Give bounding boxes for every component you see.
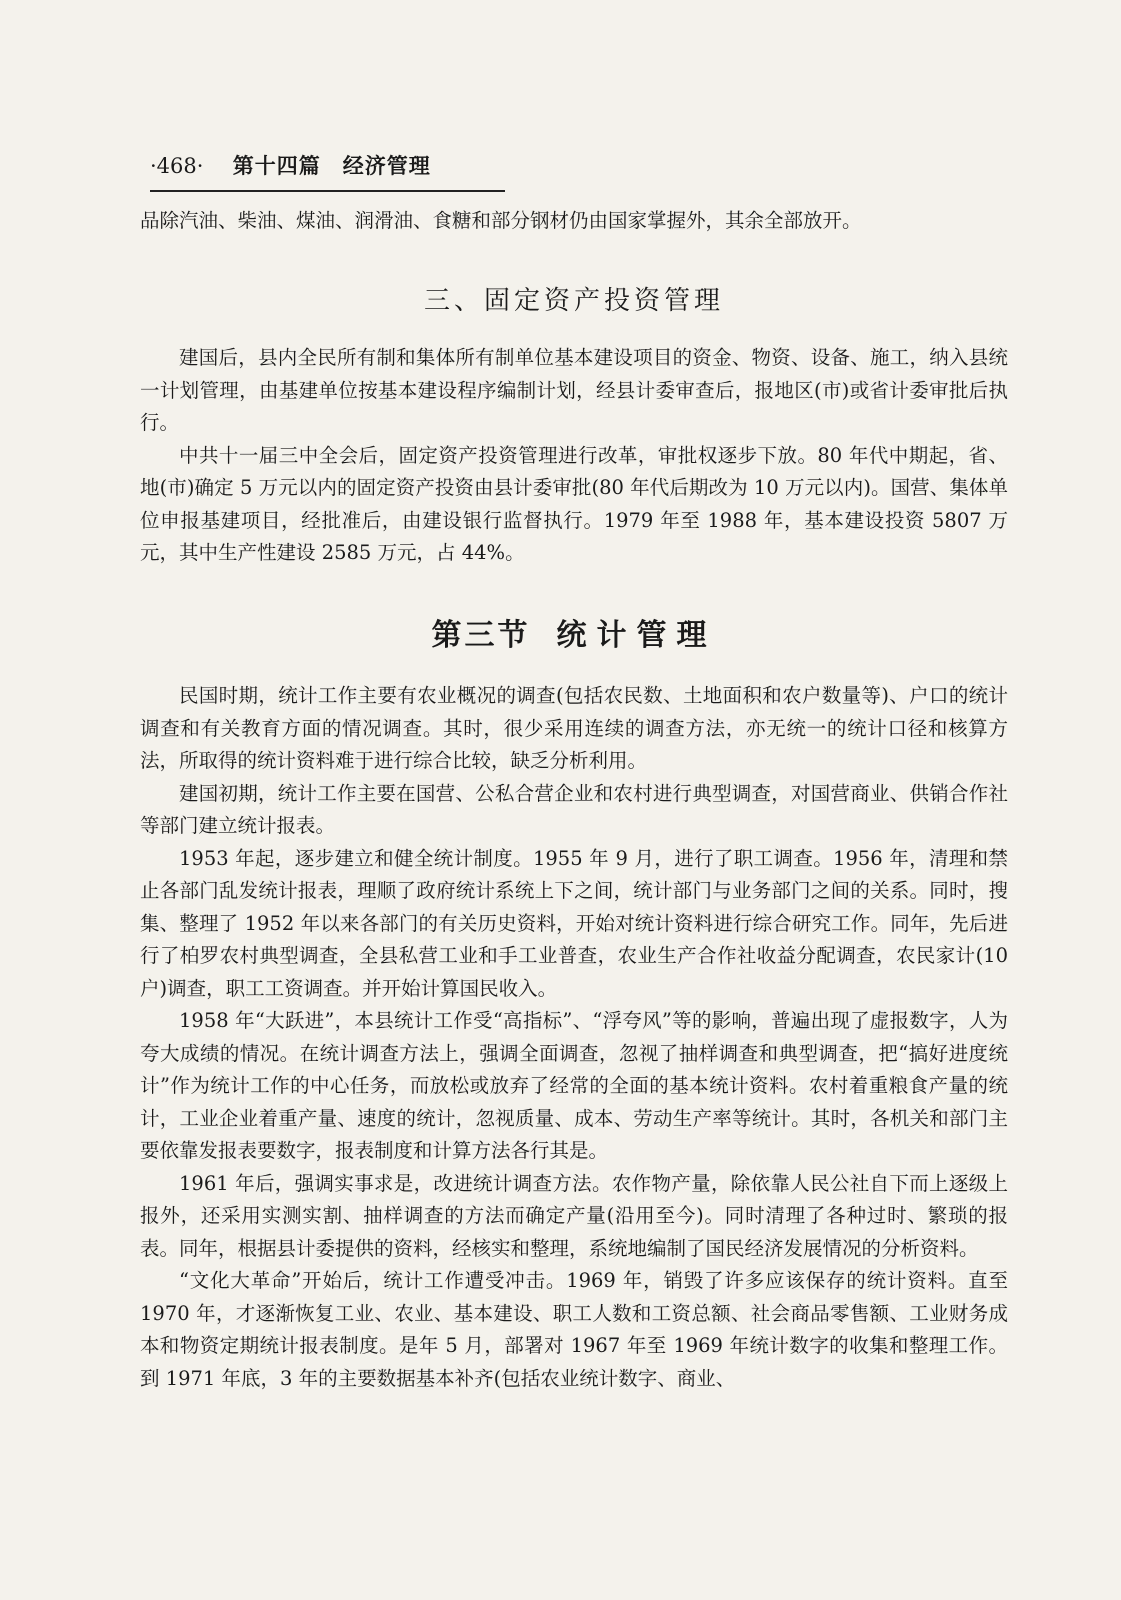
section-label: 第三节 [431, 618, 531, 653]
running-header [150, 150, 505, 192]
paragraph: 1953 年起，逐步建立和健全统计制度。1955 年 9 月，进行了职工调查。1956 年，清理和禁止各部门乱发统计报表，理顺了政府统计系统上下之间，统计部门与业务部门之间的关系。同时，搜集、整理了 1952 年以来各部门的有关历史资料，开始对统计资料进行综合研究工作。同年，先后进行了柏罗农村典型调查，全县私营工业和手工业普查，农业生产合作社收益分配调查，农民家计(10 户)调查，职工工资调查。并开始计算国民收入。 [140, 846, 1008, 1000]
subsection-title: 三、固定资产投资管理 [423, 286, 724, 316]
paragraph: 民国时期，统计工作主要有农业概况的调查(包括农民数、土地面积和农户数量等)、户口的统计调查和有关教育方面的情况调查。其时，很少采用连续的调查方法，亦无统一的统计口径和核算方法，所取得的统计资料难于进行综合比较，缺乏分析利用。 [140, 684, 1008, 772]
paragraph: 建国初期，统计工作主要在国营、公私合营企业和农村进行典型调查，对国营商业、供销合作社等部门建立统计报表。 [140, 781, 1008, 837]
paragraph: 1958 年“大跃进”，本县统计工作受“高指标”、“浮夸风”等的影响，普遍出现了虚报数字，人为夸大成绩的情况。在统计调查方法上，强调全面调查，忽视了抽样调查和典型调查，把“搞好进度统计”作为统计工作的中心任务，而放松或放弃了经常的全面的基本统计资料。农村着重粮食产量的统计，工业企业着重产量、速度的统计，忽视质量、成本、劳动生产率等统计。其时，各机关和部门主要依靠发报表要数字，报表制度和计算方法各行其是。 [140, 1009, 1008, 1162]
intro-paragraph: 品除汽油、柴油、煤油、润滑油、食糖和部分钢材仍由国家掌握外，其余全部放开。 [140, 209, 862, 232]
section-name: 统计管理 [556, 618, 717, 653]
section-title [140, 610, 1008, 654]
intro-text-block [140, 205, 1008, 238]
paragraph: “文化大革命”开始后，统计工作遭受冲击。1969 年，销毁了许多应该保存的统计资料。直至 1970 年，才逐渐恢复工业、农业、基本建设、职工人数和工资总额、社会商品零售额、工业财务成本和物资定期统计报表制度。是年 5 月，部署对 1967 年至 1969 年统计数字的收集和整理工作。到 1971 年底，3 年的主要数据基本补齐(包括农业统计数字、商业、 [140, 1269, 1008, 1390]
paragraph: 中共十一届三中全会后，固定资产投资管理进行改革，审批权逐步下放。80 年代中期起，省、地(市)确定 5 万元以内的固定资产投资由县计委审批(80 年代后期改为 10 万元以内)。国营、集体单位申报基建项目，经批准后，由建设银行监督执行。1979 年至 1988 年，基本建设投资 5807 万元，其中生产性建设 2585 万元，占 44%。 [140, 443, 1008, 564]
subsection-body [140, 342, 1008, 570]
part-title: 第十四篇 经济管理 [232, 154, 431, 178]
section-body [140, 680, 1008, 1395]
paragraph: 1961 年后，强调实事求是，改进统计调查方法。农作物产量，除依靠人民公社自下而上逐级上报外，还采用实测实割、抽样调查的方法而确定产量(沿用至今)。同时清理了各种过时、繁琐的报表。同年，根据县计委提供的资料，经核实和整理，系统地编制了国民经济发展情况的分析资料。 [140, 1171, 1008, 1260]
paragraph: 建国后，县内全民所有制和集体所有制单位基本建设项目的资金、物资、设备、施工，纳入县统一计划管理，由基建单位按基本建设程序编制计划，经县计委审查后，报地区(市)或省计委审批后执行。 [140, 346, 1008, 434]
page-number: ·468· [150, 154, 204, 178]
